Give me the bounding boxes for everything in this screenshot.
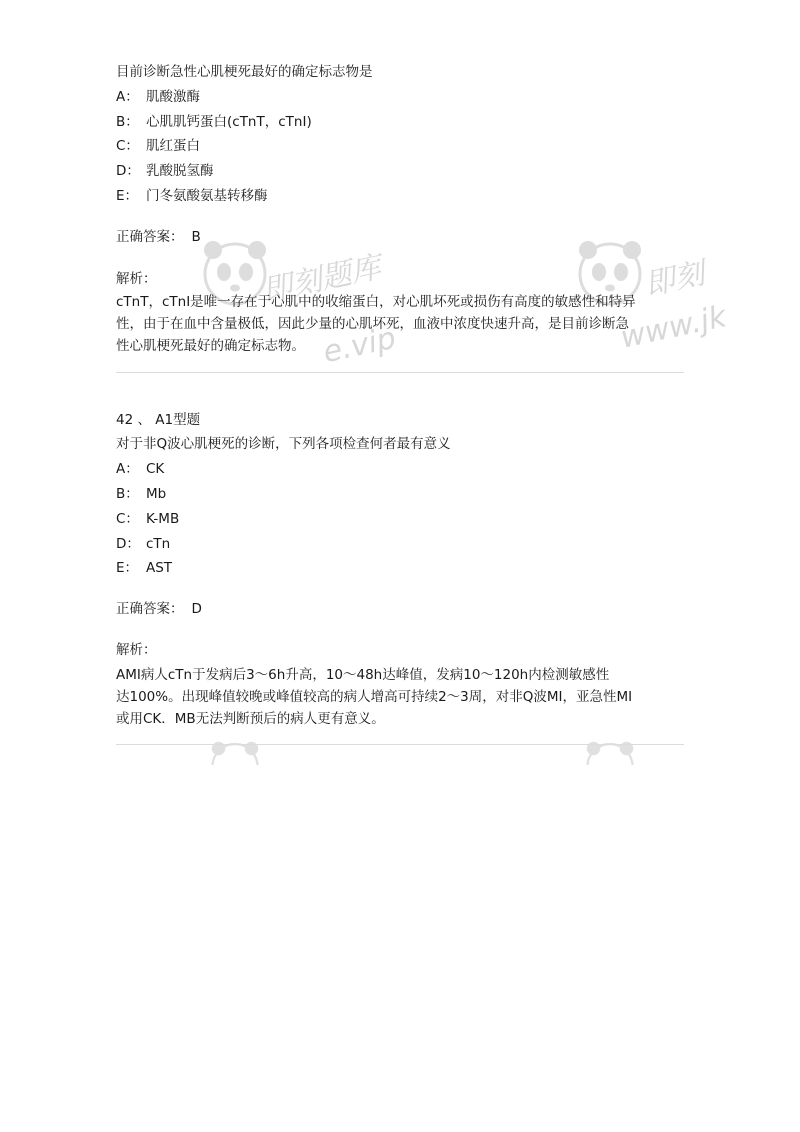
analysis-line: 性，由于在血中含量极低，因此少量的心肌坏死，血液中浓度快速升高，是目前诊断急 — [116, 316, 629, 332]
option-key: B： — [116, 114, 139, 130]
question-stem: 目前诊断急性心肌梗死最好的确定标志物是 — [116, 64, 373, 80]
option-text: 肌红蛋白 — [146, 138, 200, 154]
option-e — [116, 559, 172, 577]
watermark-brand: 即刻题库 — [259, 249, 385, 310]
answer-value: D — [191, 601, 202, 617]
option-c — [116, 510, 179, 528]
option-text: CK — [146, 461, 165, 477]
watermark-brand: 即刻 — [641, 256, 708, 303]
option-text: K-MB — [146, 511, 180, 527]
option-key: C： — [116, 138, 139, 154]
option-key: A： — [116, 461, 139, 477]
option-key: C： — [116, 511, 139, 527]
option-key: D： — [116, 163, 140, 179]
watermark-domain: www.jk — [617, 299, 730, 356]
option-text: AST — [146, 560, 173, 576]
option-text: 心肌肌钙蛋白(cTnT，cTnI) — [146, 114, 312, 130]
question-stem: 对于非Q波心肌梗死的诊断，下列各项检查何者最有意义 — [116, 436, 451, 452]
option-text: Mb — [146, 486, 167, 502]
analysis-line: 性心肌梗死最好的确定标志物。 — [116, 338, 305, 354]
option-e — [116, 187, 268, 205]
analysis-label: 解析： — [116, 642, 157, 658]
panda-logo-icon — [580, 735, 640, 765]
option-d — [116, 162, 214, 180]
option-key: B： — [116, 486, 139, 502]
option-b — [116, 113, 312, 131]
option-text: 门冬氨酸氨基转移酶 — [146, 188, 268, 204]
question-header: 42 、 A1型题 — [116, 412, 201, 428]
watermark-partial-left — [205, 735, 265, 765]
answer-label: 正确答案： — [116, 229, 184, 245]
option-key: E： — [116, 560, 139, 576]
analysis-label: 解析： — [116, 271, 157, 287]
correct-answer — [116, 600, 202, 618]
option-key: D： — [116, 536, 140, 552]
option-text: 肌酸激酶 — [146, 89, 200, 105]
watermark-domain: e.vip — [320, 320, 399, 371]
option-a — [116, 460, 164, 478]
option-text: 乳酸脱氢酶 — [146, 163, 214, 179]
divider — [116, 744, 684, 745]
option-a — [116, 88, 200, 106]
divider — [116, 372, 684, 373]
option-b — [116, 485, 166, 503]
analysis-line: 达100%。出现峰值较晚或峰值较高的病人增高可持续2～3周，对非Q波MI，亚急性MI — [116, 689, 633, 705]
option-d — [116, 535, 170, 553]
option-key: E： — [116, 188, 139, 204]
answer-label: 正确答案： — [116, 601, 184, 617]
panda-logo-icon — [205, 735, 265, 765]
watermark-partial-right — [580, 735, 640, 765]
option-c — [116, 137, 200, 155]
option-key: A： — [116, 89, 139, 105]
answer-value: B — [191, 229, 201, 245]
option-text: cTn — [146, 536, 171, 552]
analysis-line: 或用CK．MB无法判断预后的病人更有意义。 — [116, 711, 385, 727]
correct-answer — [116, 228, 201, 246]
analysis-line: AMI病人cTn于发病后3～6h升高，10～48h达峰值，发病10～120h内检测敏感性 — [116, 667, 610, 683]
analysis-line: cTnT，cTnI是唯一存在于心肌中的收缩蛋白，对心肌坏死或损伤有高度的敏感性和特异 — [116, 294, 636, 310]
